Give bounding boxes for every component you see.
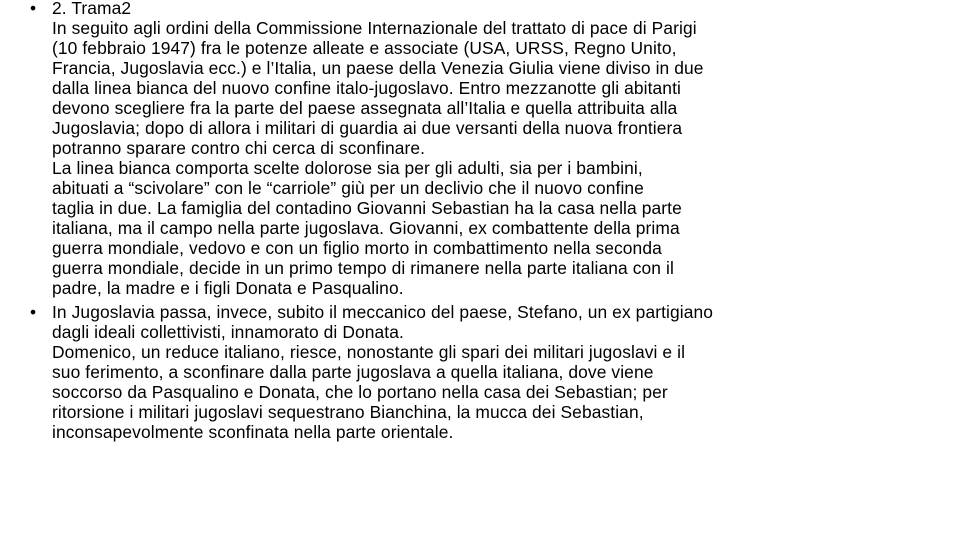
- bullet-marker: •: [30, 0, 37, 18]
- text-line: In Jugoslavia passa, invece, subito il meccanico del paese, Stefano, un ex partigiano: [52, 302, 714, 322]
- text-line: dagli ideali collettivisti, innamorato di Donata.: [52, 322, 404, 342]
- text-line: La linea bianca comporta scelte dolorose sia per gli adulti, sia per i bambini,: [52, 158, 643, 178]
- bullet-marker: •: [30, 302, 37, 322]
- text-line: guerra mondiale, decide in un primo tempo di rimanere nella parte italiana con il: [52, 258, 674, 278]
- bullet-item-plot: [30, 0, 930, 298]
- text-line: guerra mondiale, vedovo e con un figlio morto in combattimento nella seconda: [52, 238, 662, 258]
- text-line: ritorsione i militari jugoslavi sequestrano Bianchina, la mucca dei Sebastian,: [52, 402, 644, 422]
- text-line: (10 febbraio 1947) fra le potenze alleate e associate (USA, URSS, Regno Unito,: [52, 38, 677, 58]
- text-line: In seguito agli ordini della Commissione Internazionale del trattato di pace di Parigi: [52, 18, 697, 38]
- text-line: Francia, Jugoslavia ecc.) e l’Italia, un paese della Venezia Giulia viene diviso in due: [52, 58, 704, 78]
- text-line: potranno sparare contro chi cerca di sconfinare.: [52, 138, 426, 158]
- text-line: inconsapevolmente sconfinata nella parte orientale.: [52, 422, 454, 442]
- text-line: padre, la madre e i figli Donata e Pasqualino.: [52, 278, 404, 298]
- text-line: italiana, ma il campo nella parte jugoslava. Giovanni, ex combattente della prima: [52, 218, 680, 238]
- text-line: Jugoslavia; dopo di allora i militari di guardia ai due versanti della nuova frontiera: [52, 118, 683, 138]
- text-line: 2. Trama2: [52, 0, 132, 18]
- text-line: taglia in due. La famiglia del contadino Giovanni Sebastian ha la casa nella parte: [52, 198, 682, 218]
- bullet-item-continuation: [30, 302, 930, 442]
- text-line: devono scegliere fra la parte del paese assegnata all’Italia e quella attribuita alla: [52, 98, 678, 118]
- bullet-list: [30, 0, 930, 442]
- text-line: suo ferimento, a sconfinare dalla parte jugoslava a quella italiana, dove viene: [52, 362, 654, 382]
- text-line: dalla linea bianca del nuovo confine italo-jugoslavo. Entro mezzanotte gli abitanti: [52, 78, 681, 98]
- text-line: Domenico, un reduce italiano, riesce, nonostante gli spari dei militari jugoslavi e il: [52, 342, 686, 362]
- text-line: abituati a “scivolare” con le “carriole” giù per un declivio che il nuovo confine: [52, 178, 644, 198]
- text-line: soccorso da Pasqualino e Donata, che lo portano nella casa dei Sebastian; per: [52, 382, 668, 402]
